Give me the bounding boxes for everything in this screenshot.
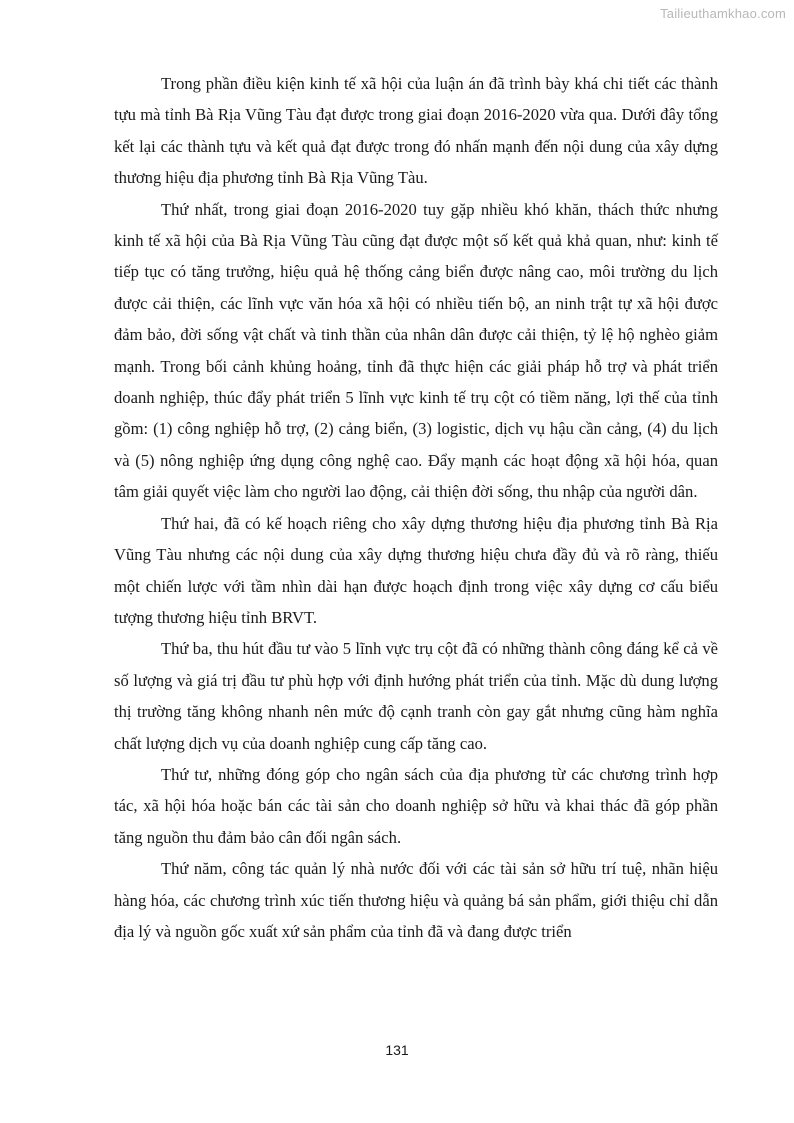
paragraph-third: Thứ ba, thu hút đầu tư vào 5 lĩnh vực trụ cột đã có những thành công đáng kể cả về số lượng và giá trị đầu tư phù hợp với định hướng phát triển của tỉnh. Mặc dù dung lượng thị trường tăng không nhanh nên mức độ cạnh tranh còn gay gắt nhưng cũng hàm nghĩa chất lượng dịch vụ của doanh nghiệp cung cấp tăng cao. — [114, 639, 718, 753]
paragraph-second: Thứ hai, đã có kế hoạch riêng cho xây dựng thương hiệu địa phương tỉnh Bà Rịa Vũng Tàu nhưng các nội dung của xây dựng thương hiệu chưa đầy đủ và rõ ràng, thiếu một chiến lược với tầm nhìn dài hạn được hoạch định trong việc xây dựng cơ cấu biểu tượng thương hiệu tỉnh BRVT. — [114, 513, 718, 627]
paragraph-first: Thứ nhất, trong giai đoạn 2016-2020 tuy gặp nhiều khó khăn, thách thức nhưng kinh tế xã hội của Bà Rịa Vũng Tàu cũng đạt được một số kết quả khả quan, như: kinh tế tiếp tục có tăng trưởng, hiệu quả hệ thống cảng biển được nâng cao, môi trường du lịch được cải thiện, các lĩnh vực văn hóa xã hội có nhiều tiến bộ, an ninh trật tự xã hội được đảm bảo, đời sống vật chất và tinh thần của nhân dân được cải thiện, tỷ lệ hộ nghèo giảm mạnh. Trong bối cảnh khủng hoảng, tỉnh đã thực hiện các giải pháp hỗ trợ và phát triển doanh nghiệp, thúc đẩy phát triển 5 lĩnh vực kinh tế trụ cột có tiềm năng, lợi thế của tỉnh gồm: (1) công nghiệp hỗ trợ, (2) cảng biển, (3) logistic, dịch vụ hậu cần cảng, (4) du lịch và (5) nông nghiệp ứng dụng công nghệ cao. Đẩy mạnh các hoạt động xã hội hóa, quan tâm giải quyết việc làm cho người lao động, cải thiện đời sống, thu nhập của người dân. — [114, 199, 718, 502]
watermark-text: Tailieuthamkhao.com — [660, 6, 786, 21]
page-number: 131 — [385, 1042, 409, 1058]
paragraph-intro: Trong phần điều kiện kinh tế xã hội của luận án đã trình bày khá chi tiết các thành tựu mà tỉnh Bà Rịa Vũng Tàu đạt được trong giai đoạn 2016-2020 vừa qua. Dưới đây tổng kết lại các thành tựu và kết quả đạt được trong đó nhấn mạnh đến nội dung của xây dựng thương hiệu địa phương tỉnh Bà Rịa Vũng Tàu. — [114, 74, 718, 188]
document-body — [114, 68, 718, 947]
paragraph-fifth: Thứ năm, công tác quản lý nhà nước đối với các tài sản sở hữu trí tuệ, nhãn hiệu hàng hóa, các chương trình xúc tiến thương hiệu và quảng bá sản phẩm, giới thiệu chỉ dẫn địa lý và nguồn gốc xuất xứ sản phẩm của tỉnh đã và đang được triển — [114, 859, 718, 941]
paragraph-fourth: Thứ tư, những đóng góp cho ngân sách của địa phương từ các chương trình hợp tác, xã hội hóa hoặc bán các tài sản cho doanh nghiệp sở hữu và khai thác đã góp phần tăng nguồn thu đảm bảo cân đối ngân sách. — [114, 764, 718, 847]
